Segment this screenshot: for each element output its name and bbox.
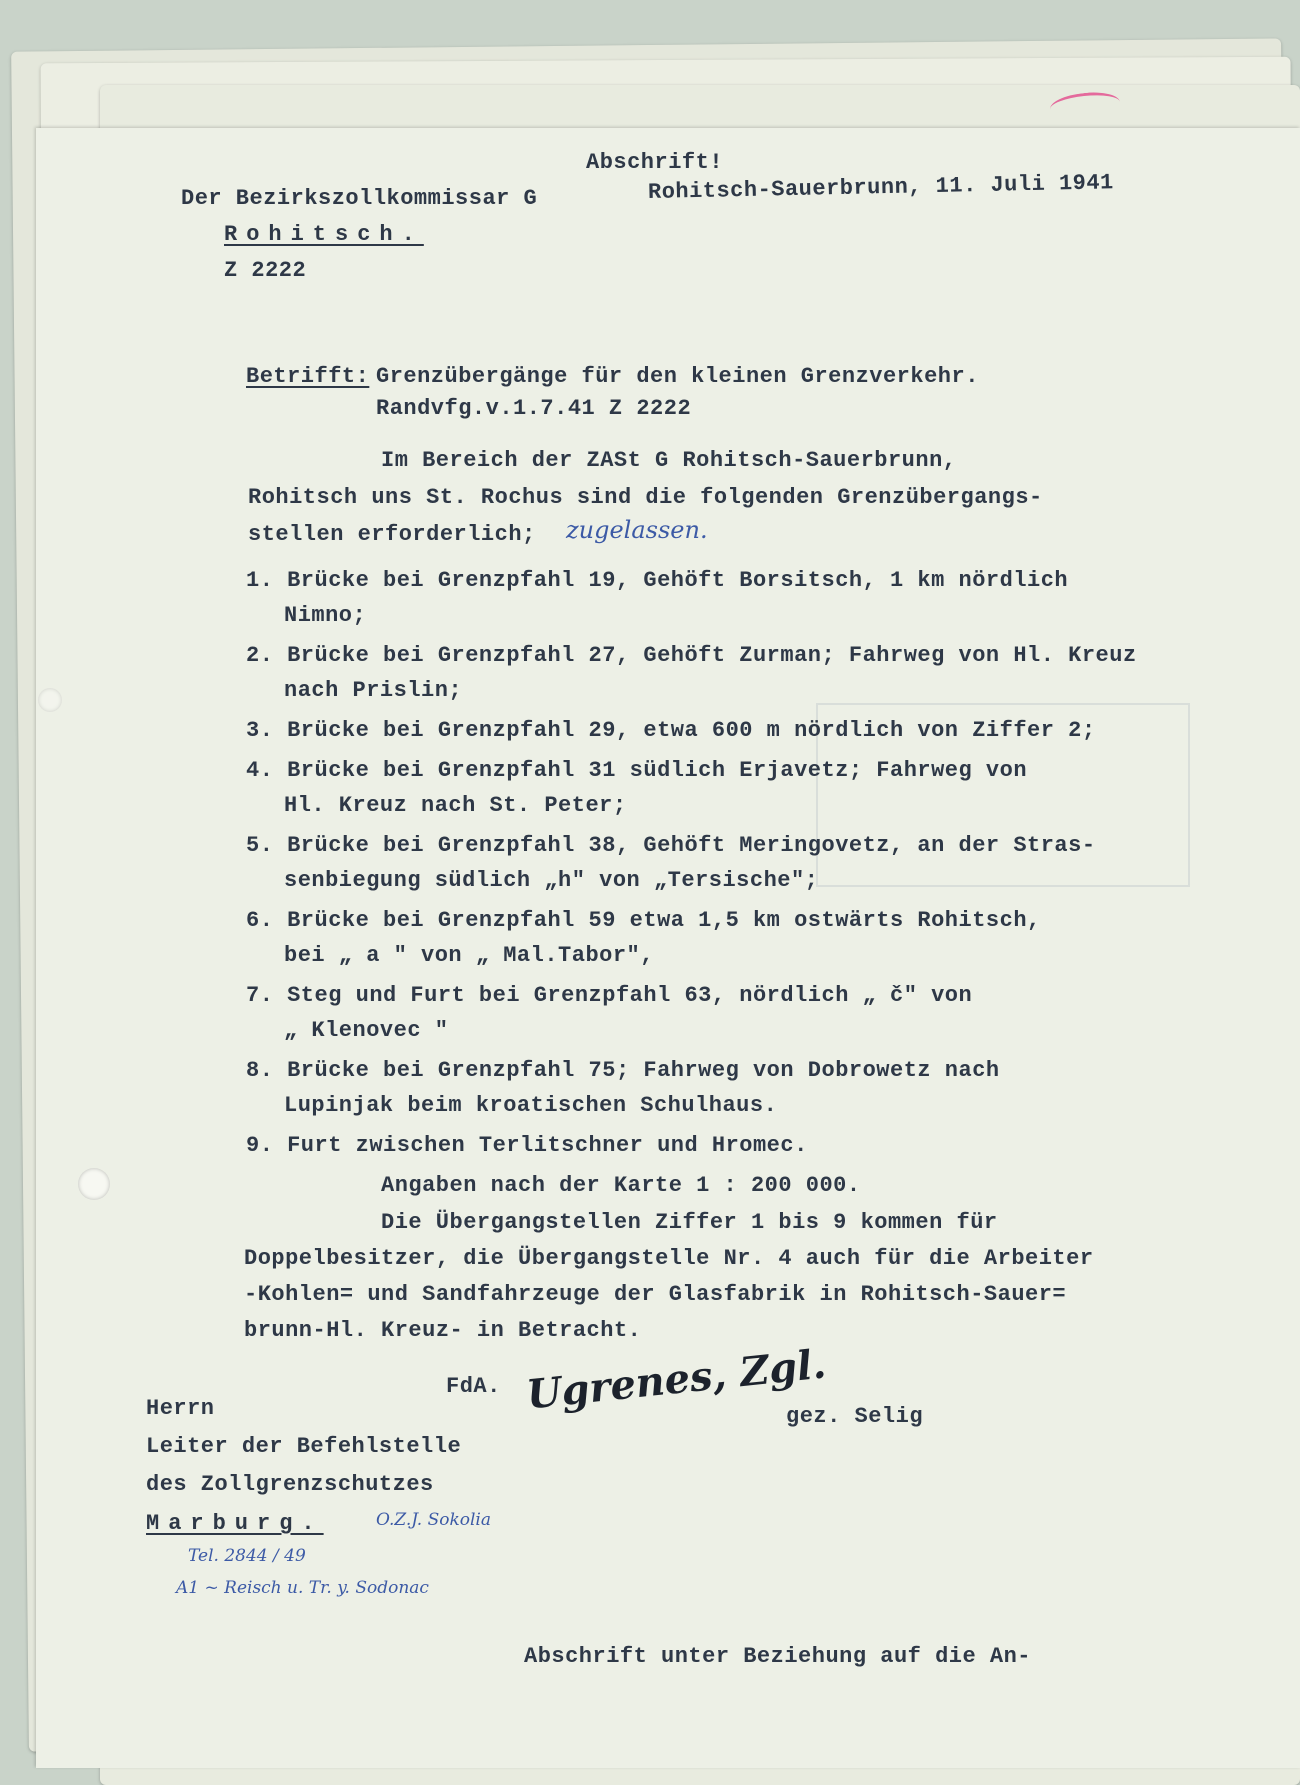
- document-page: [36, 128, 1300, 1768]
- reference-number: Z 2222: [224, 258, 307, 283]
- closing-line: Die Übergangstellen Ziffer 1 bis 9 kommen für: [381, 1210, 998, 1235]
- punch-hole: [38, 688, 62, 712]
- handwritten-signature: Ugrenes, Zgl.: [524, 1340, 829, 1419]
- list-item: 5. Brücke bei Grenzpfahl 38, Gehöft Meringovetz, an der Stras-: [246, 833, 1096, 858]
- sender-place: Rohitsch.: [224, 222, 424, 247]
- intro-line: Rohitsch uns St. Rochus sind die folgenden Grenzübergangs-: [248, 485, 1043, 510]
- subject-ref: Randvfg.v.1.7.41 Z 2222: [376, 396, 692, 421]
- closing-line: -Kohlen= und Sandfahrzeuge der Glasfabrik in Rohitsch-Sauer=: [244, 1282, 1067, 1307]
- list-item-cont: Lupinjak beim kroatischen Schulhaus.: [284, 1093, 778, 1118]
- punch-hole: [78, 1168, 110, 1200]
- recipient-line: Herrn: [146, 1396, 215, 1421]
- closing-line: brunn-Hl. Kreuz- in Betracht.: [244, 1318, 642, 1343]
- list-item: 8. Brücke bei Grenzpfahl 75; Fahrweg von Dobrowetz nach: [246, 1058, 1000, 1083]
- list-item-cont: „ Klenovec ": [284, 1018, 449, 1043]
- place-date: Rohitsch-Sauerbrunn, 11. Juli 1941: [647, 170, 1115, 205]
- recipient-city: Marburg.: [146, 1511, 324, 1536]
- list-item-cont: nach Prislin;: [284, 678, 463, 703]
- list-item: 1. Brücke bei Grenzpfahl 19, Gehöft Borsitsch, 1 km nördlich: [246, 568, 1069, 593]
- list-item: 3. Brücke bei Grenzpfahl 29, etwa 600 m nördlich von Ziffer 2;: [246, 718, 1096, 743]
- map-reference: Angaben nach der Karte 1 : 200 000.: [381, 1173, 861, 1198]
- handwritten-note: O.Z.J. Sokolia: [376, 1510, 491, 1530]
- list-item: 7. Steg und Furt bei Grenzpfahl 63, nördlich „ č" von: [246, 983, 973, 1008]
- subject-label: Betrifft:: [246, 364, 370, 389]
- list-item: 9. Furt zwischen Terlitschner und Hromec.: [246, 1133, 808, 1158]
- list-item: 4. Brücke bei Grenzpfahl 31 südlich Erjavetz; Fahrweg von: [246, 758, 1028, 783]
- handwritten-note: Tel. 2844 / 49: [188, 1546, 306, 1566]
- sender-line: Der Bezirkszollkommissar G: [181, 186, 538, 211]
- list-item-cont: Hl. Kreuz nach St. Peter;: [284, 793, 627, 818]
- closing-line: Doppelbesitzer, die Übergangstelle Nr. 4 auch für die Arbeiter: [244, 1246, 1094, 1271]
- intro-line: stellen erforderlich;: [248, 522, 536, 547]
- list-item-cont: senbiegung südlich „h" von „Tersische";: [284, 868, 819, 893]
- recipient-line: Leiter der Befehlstelle: [146, 1434, 462, 1459]
- document-title: Abschrift!: [586, 150, 724, 175]
- intro-line: Im Bereich der ZASt G Rohitsch-Sauerbrunn,: [381, 448, 957, 473]
- list-item: 2. Brücke bei Grenzpfahl 27, Gehöft Zurman; Fahrweg von Hl. Kreuz: [246, 643, 1137, 668]
- handwritten-note: A1 ~ Reisch u. Tr. y. Sodonac: [176, 1578, 429, 1598]
- recipient-line: des Zollgrenzschutzes: [146, 1472, 434, 1497]
- fda-label: FdA.: [446, 1374, 501, 1399]
- signed-by: gez. Selig: [786, 1404, 924, 1429]
- footer-line: Abschrift unter Beziehung auf die An-: [524, 1644, 1031, 1669]
- list-item-cont: bei „ a " von „ Mal.Tabor",: [284, 943, 654, 968]
- subject-text: Grenzübergänge für den kleinen Grenzverkehr.: [376, 364, 979, 389]
- handwritten-note: zugelassen.: [566, 516, 708, 544]
- list-item-cont: Nimno;: [284, 603, 367, 628]
- list-item: 6. Brücke bei Grenzpfahl 59 etwa 1,5 km ostwärts Rohitsch,: [246, 908, 1041, 933]
